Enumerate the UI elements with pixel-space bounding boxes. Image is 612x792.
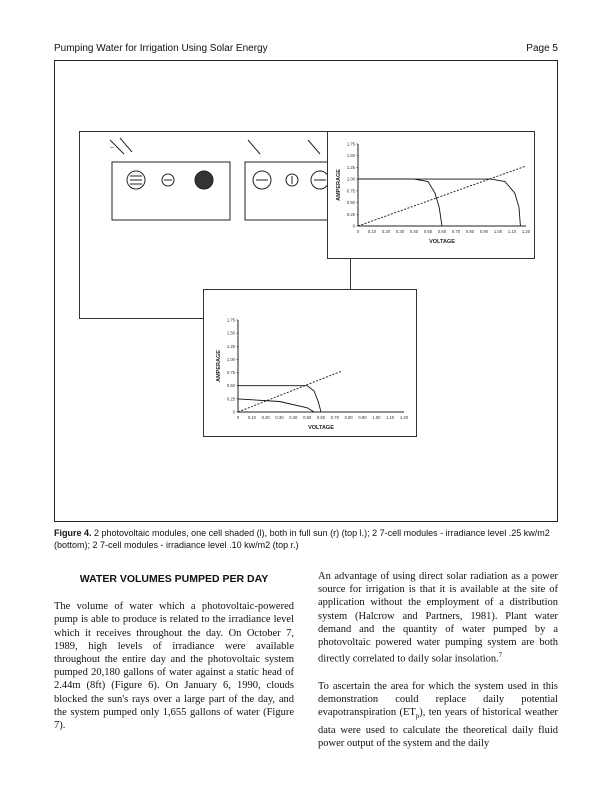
x-tick-label: 0.50 — [303, 415, 312, 420]
caption-label: Figure 4. — [54, 528, 92, 538]
x-tick-label: 0.80 — [344, 415, 353, 420]
right-module-outline — [245, 162, 337, 220]
series-line-0 — [358, 179, 442, 226]
right-paragraph-1: An advantage of using direct solar radiation as a power source for irrigation is that it is available at the site of application without the employment of a distribution system (Halcrow and Partners, 1981). Plant water demand and the quantity of water pumped by a photovoltaic powered water pumping system are both directly correlated to daily solar insolation.$^7$ — [318, 571, 558, 665]
y-tick-label: 0.50 — [346, 200, 355, 206]
figure-caption — [54, 527, 559, 551]
svg-text:~: ~ — [110, 145, 115, 152]
y-tick-label: 0.75 — [226, 370, 235, 376]
series-line-2 — [238, 371, 342, 412]
x-tick-label: 1.20 — [399, 415, 409, 420]
left-column — [54, 570, 294, 746]
right-paragraph-2: To ascertain the area for which the system used in this demonstration could replace daily potential evapotranspiration $(ET_p)$, ten years of historical weather data were used to calculate the theoretical daily fluid power output of the system and the daily — [318, 680, 558, 749]
x-axis-label: VOLTAGE — [429, 239, 455, 245]
series-line-0 — [238, 386, 321, 412]
chart-bottom-panel — [203, 289, 417, 437]
y-tick-label: 1.25 — [346, 164, 355, 170]
chart-bottom — [204, 290, 416, 436]
y-tick-label: 0.25 — [226, 396, 235, 402]
y-tick-label: 0 — [352, 223, 355, 229]
x-tick-label: 0.30 — [275, 415, 284, 420]
x-tick-label: 0 — [236, 415, 240, 420]
x-tick-label: 1.00 — [372, 415, 381, 420]
caption-text: 2 photovoltaic modules, one cell shaded (l), both in full sun (r) (top l.); 2 7-cell modules - irradiance level .25 kw/m2 (bottom); 2 7-cell modules - irradiance level .10 kw/m2 (top r.) — [54, 528, 550, 550]
chart-top-right-panel — [327, 131, 535, 259]
x-tick-label: 0.20 — [381, 229, 391, 234]
x-axis-label: VOLTAGE — [308, 425, 334, 431]
y-tick-label: 1.25 — [226, 343, 235, 349]
y-axis-label: AMPERAGE — [216, 350, 222, 382]
x-tick-label: 0.10 — [367, 229, 377, 234]
y-tick-label: 1.00 — [346, 176, 355, 182]
x-tick-label: 1.10 — [507, 229, 517, 234]
x-tick-label: 0.70 — [330, 415, 339, 420]
section-heading: WATER VOLUMES PUMPED PER DAY — [79, 573, 269, 585]
y-tick-label: 0.50 — [226, 383, 235, 389]
y-tick-label: 0.25 — [346, 211, 355, 217]
left-paragraph: The volume of water which a photovoltaic-powered pump is able to produce is related to the irradiance level which it receives throughout the day. On October 7, 1989, high levels of irradiance were available throughout the entire day and the photovoltaic system pumped 20,180 gallons of water against a static head of 2.44m (8ft) (Figure 6). On January 6, 1990, clouds blocked the sun's rays over a large part of the day, and the system pumped only 1,655 gallons of water (Figure 7). — [54, 601, 294, 732]
right-column — [318, 570, 558, 764]
y-tick-label: 0 — [232, 409, 235, 415]
y-tick-label: 1.50 — [226, 330, 235, 336]
x-tick-label: 0.10 — [247, 415, 256, 420]
chart-top-right — [328, 132, 534, 258]
y-tick-label: 0.75 — [346, 188, 355, 194]
x-tick-label: 0.40 — [409, 229, 419, 234]
x-tick-label: 0.20 — [261, 415, 270, 420]
y-tick-label: 1.00 — [226, 356, 235, 362]
left-module-outline — [112, 162, 230, 220]
x-tick-label: 0.60 — [437, 229, 447, 234]
x-tick-label: 1.10 — [386, 415, 395, 420]
figure-frame — [54, 60, 558, 522]
x-tick-label: 0 — [356, 229, 360, 234]
series-line-1 — [238, 399, 314, 412]
y-tick-label: 1.75 — [226, 317, 235, 323]
x-tick-label: 1.20 — [521, 229, 531, 234]
y-tick-label: 1.75 — [346, 141, 355, 147]
y-tick-label: 1.50 — [346, 153, 355, 159]
x-tick-label: 0.90 — [479, 229, 489, 234]
y-axis-label: AMPERAGE — [336, 169, 342, 201]
series-line-1 — [358, 179, 520, 226]
x-tick-label: 0.90 — [358, 415, 367, 420]
x-tick-label: 0.70 — [451, 229, 461, 234]
x-tick-label: 0.60 — [316, 415, 326, 420]
running-header-title: Pumping Water for Irrigation Using Solar Energy — [54, 43, 268, 54]
x-tick-label: 0.50 — [423, 229, 433, 234]
x-tick-label: 0.30 — [395, 229, 405, 234]
page-number: Page 5 — [526, 43, 558, 54]
x-tick-label: 1.00 — [493, 229, 503, 234]
x-tick-label: 0.80 — [465, 229, 475, 234]
x-tick-label: 0.40 — [289, 415, 298, 420]
shaded-cell-icon — [195, 171, 213, 189]
footnote-ref: 7 — [498, 651, 503, 660]
series-line-2 — [358, 166, 526, 226]
sun-ray-icon — [248, 140, 260, 154]
